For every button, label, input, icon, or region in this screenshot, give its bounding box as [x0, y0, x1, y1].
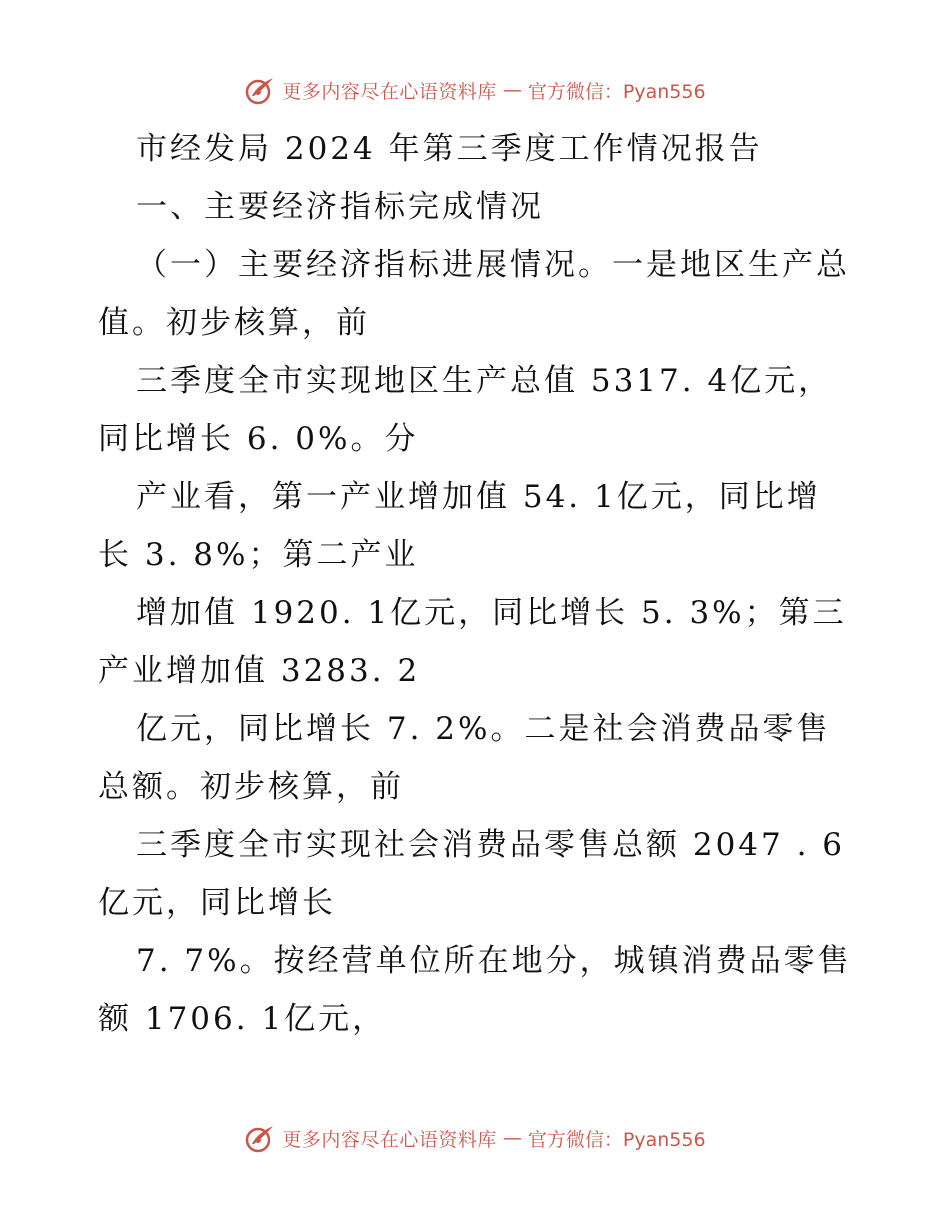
feather-logo-icon — [244, 74, 276, 106]
paragraph-line: 产业看，第一产业增加值 54. 1亿元，同比增 — [136, 479, 821, 515]
section-heading: 一、主要经济指标完成情况 — [136, 189, 544, 225]
paragraph-line: 7. 7%。按经营单位所在地分，城镇消费品零售 — [136, 943, 852, 979]
watermark-suffix: 官方微信：Pyan556 — [527, 80, 706, 103]
paragraph-line: 产业增加值 3283. 2 — [98, 653, 421, 689]
document-body — [98, 120, 858, 1048]
watermark-text: 更多内容尽在心语资料库 — [282, 80, 497, 103]
document-title: 市经发局 2024 年第三季度工作情况报告 — [136, 131, 763, 167]
paragraph-line: 亿元，同比增长 — [98, 885, 336, 921]
paragraph-line: 三季度全市实现社会消费品零售总额 2047 . 6 — [136, 827, 846, 863]
watermark-suffix: 官方微信：Pyan556 — [527, 1128, 706, 1151]
paragraph-line: 额 1706. 1亿元， — [98, 1001, 387, 1037]
watermark-text: 更多内容尽在心语资料库 — [282, 1128, 497, 1151]
paragraph-line: 三季度全市实现地区生产总值 5317. 4亿元， — [136, 363, 833, 399]
watermark-dash: — — [502, 1127, 522, 1149]
watermark-dash: — — [502, 79, 522, 101]
paragraph-line: 同比增长 6. 0%。分 — [98, 421, 419, 457]
paragraph-line: 亿元，同比增长 7. 2%。二是社会消费品零售 — [136, 711, 831, 747]
paragraph-line: （一）主要经济指标进展情况。一是地区生产总 — [136, 247, 850, 283]
footer-watermark — [0, 1118, 950, 1158]
header-watermark — [0, 70, 950, 110]
paragraph-line: 总额。初步核算，前 — [98, 769, 404, 805]
feather-logo-icon — [244, 1122, 276, 1154]
paragraph-line: 值。初步核算，前 — [98, 305, 370, 341]
paragraph-line: 增加值 1920. 1亿元，同比增长 5. 3%；第三 — [136, 595, 847, 631]
paragraph-line: 长 3. 8%；第二产业 — [98, 537, 419, 573]
